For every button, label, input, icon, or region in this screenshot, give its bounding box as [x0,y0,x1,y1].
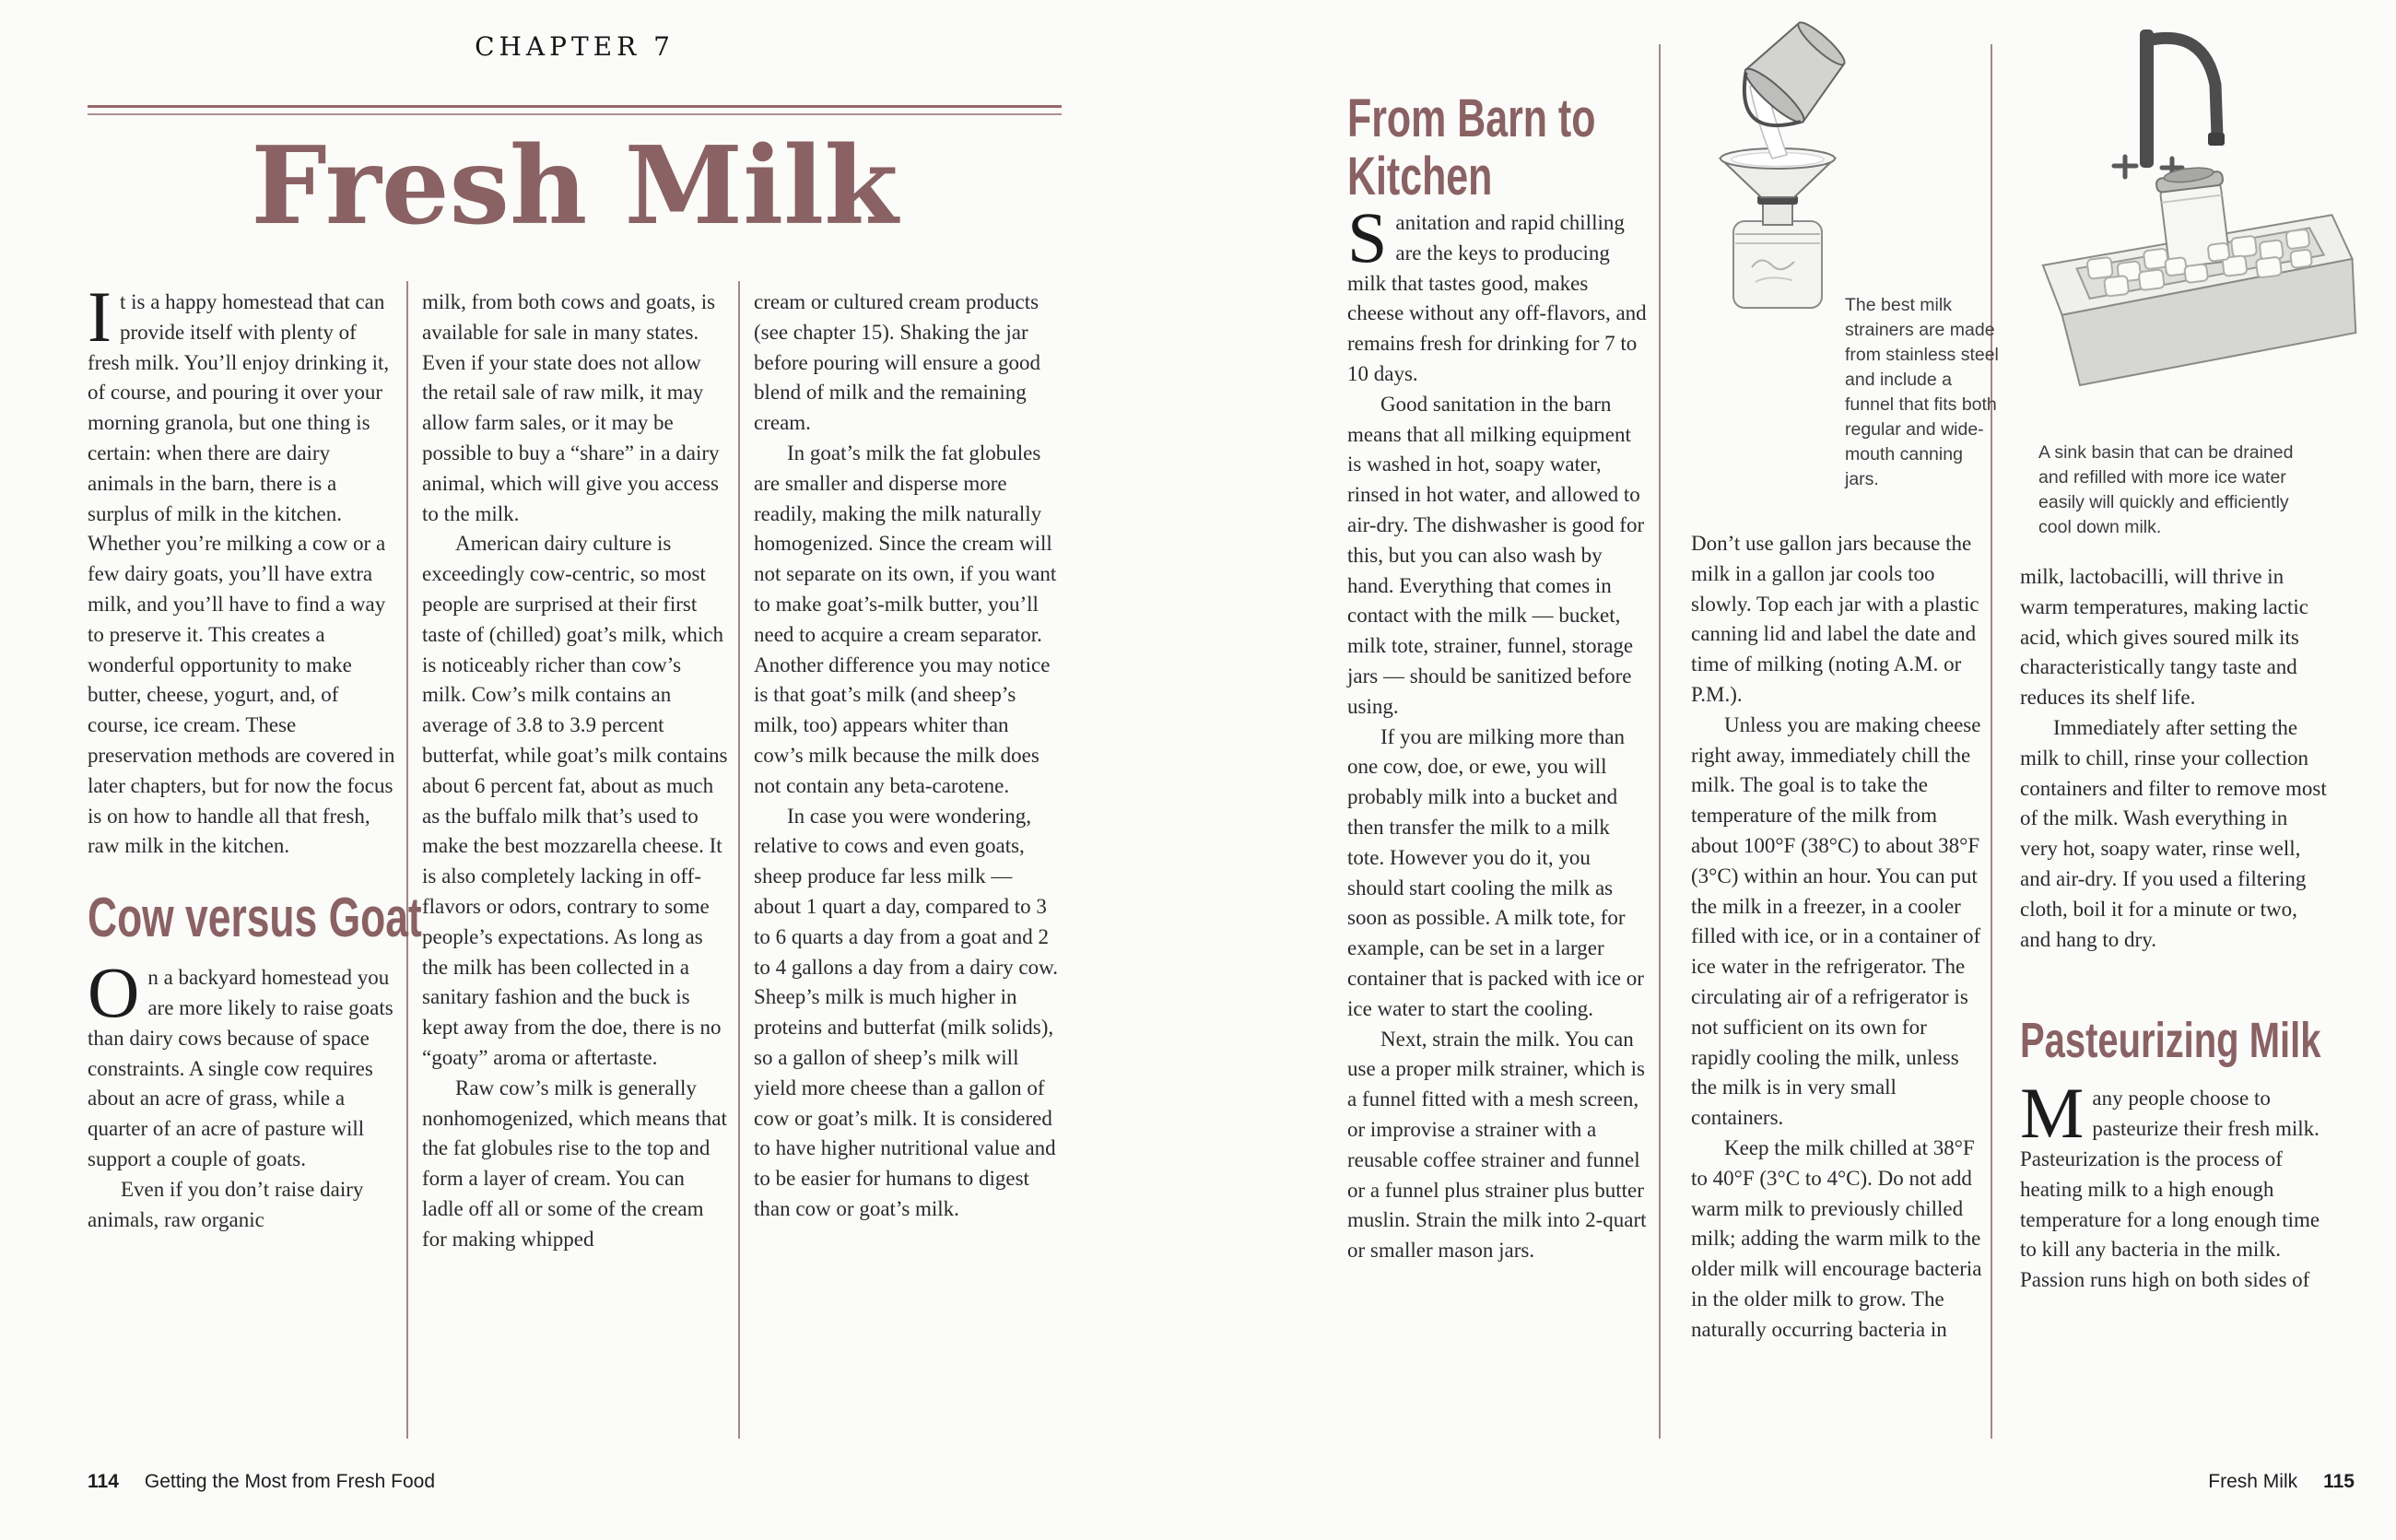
section-heading-pasteurizing-milk [2020,1014,2328,1067]
paragraph-text: Immediately after setting the milk to chill, rinse your collection containers and filter to remove most of the milk. Wash everything in very hot, soapy water, rinse well, and air-dry. If you used a filtering cloth, boil it for a minute or two, and hang to dry. [2020,715,2327,951]
paragraph [422,529,730,1073]
heading-text: Cow versus Goat [88,887,422,949]
column-rule [1659,44,1661,1439]
paragraph [1347,723,1647,1025]
left-column-1 [88,276,422,1235]
drop-cap: O [88,952,140,1033]
section-heading-cow-versus-goat [88,887,422,949]
paragraph [2020,1073,2328,1296]
paragraph [2020,562,2328,713]
paragraph [1347,197,1647,390]
ice-bath-sink-illustration [2033,28,2357,433]
paragraph [88,1175,395,1236]
paragraph-text: Raw cow’s milk is generally nonhomogenized, which means that the fat globules rise to the top and form a layer of cream. You can ladle off all or some of the cream for making whipped [422,1076,727,1251]
right-footer [2208,1471,2355,1493]
column-rule [738,281,740,1439]
paragraph-text: any people choose to pasteurize their fresh milk. Pasteurization is the process of heating milk to a high enough temperature for a long enough time to kill any bacteria in the milk. Passion runs high on both sides of [2020,1087,2320,1292]
paragraph [1691,711,1984,1134]
paragraph-text: American dairy culture is exceedingly cow-centric, so most people are surprised at their first taste of (chilled) goat’s milk, which is noticeably richer than cow’s milk. Cow’s milk contains an average of 3.8 to 3.9 percent butterfat, while goat’s milk contains about 6 percent fat, about as much as the buffalo milk that’s used to make the best mozzarella cheese. It is also completely lacking in off-flavors or odors, contrary to some people’s expectations. As long as the milk has been collected in a sanitary fashion and the buck is kept away from the doe, there is no “goaty” aroma or aftertaste. [422,532,728,1069]
paragraph [1347,1025,1647,1266]
paragraph [422,1074,730,1255]
paragraph-text: In case you were wondering, relative to cows and even goats, sheep produce far less milk — about 1 quart a day, compared to 3 to 6 quarts a day from a goat and 2 to 4 gallons a day from a dairy cow. Sheep’s milk is much higher in proteins and butterfat (milk solids), so a gallon of sheep’s milk will yield more cheese than a gallon of cow or goat’s milk. It is considered to have higher nutritional value and to be easier for humans to digest than cow or goat’s milk. [754,804,1058,1220]
drop-cap: S [1347,197,1388,277]
left-footer [88,1471,435,1493]
paragraph-text: Good sanitation in the barn means that all milking equipment is washed in hot, soapy water, rinsed in hot water, and allowed to air-dry. The dishwasher is good for this, but you can also wash by hand. Everything that comes in contact with the milk — bucket, milk tote, strainer, funnel, storage jars — should be sanitized before using. [1347,392,1645,718]
paragraph [88,952,395,1175]
paragraph-text: milk, lactobacilli, will thrive in warm temperatures, making lactic acid, which gives soured milk its characteristically tangy taste and reduces its shelf life. [2020,565,2308,710]
heading-text: Pasteurizing Milk [2020,1013,2321,1069]
paragraph-text: anitation and rapid chilling are the keys to producing milk that tastes good, makes cheese without any off-flavors, and remains fresh for drinking for 7 to 10 days. [1347,211,1647,385]
paragraph-text: milk, from both cows and goats, is available for sale in many states. Even if your state does not allow the retail sale of raw milk, it may allow farm sales, or it may be possible to buy a “share” in a dairy animal, which will give you access to the milk. [422,290,720,525]
page-number: 114 [88,1471,119,1492]
paragraph-text: Unless you are making cheese right away, immediately chill the milk. The goal is to take the temperature of the milk from about 100°F (38°C) to about 38°F (3°C) within an hour. You can put the milk in a freezer, in a cooler filled with ice, or in a container of ice water in the refrigerator. The circulating air of a refrigerator is not sufficient on its own for rapidly cooling the milk, unless the milk is in very small containers. [1691,712,1981,1130]
chapter-label: CHAPTER 7 [475,31,675,62]
paragraph [754,288,1062,439]
paragraph [1691,529,1984,711]
paragraph-text: Don’t use gallon jars because the milk in a gallon jar cools too slowly. Top each jar with a plastic canning lid and label the date and time of milking (noting A.M. or P.M.). [1691,532,1979,706]
right-column-2 [1691,529,1984,1346]
paragraph-text: cream or cultured cream products (see chapter 15). Shaking the jar before pouring will ensure a good blend of milk and the remaining cream. [754,290,1041,435]
section-heading-from-barn-to-kitchen: From Barn to Kitchen [1347,88,1596,206]
paragraph-text: Next, strain the milk. You can use a proper milk strainer, which is a funnel fitted with a mesh screen, or improvise a strainer with a reusable coffee strainer and funnel or a funnel plus strainer plus butter muslin. Strain the milk into 2-quart or smaller mason jars. [1347,1027,1647,1263]
page-number: 115 [2323,1471,2355,1492]
page-title: Fresh Milk [251,123,898,249]
paragraph-text: n a backyard homestead you are more likely to raise goats than dairy cows because of space constraints. A single cow requires about an acre of grass, while a quarter of an acre of pasture will support a couple of goats. [88,966,393,1170]
paragraph-text: Even if you don’t raise dairy animals, raw organic [88,1177,364,1231]
drop-cap: M [2020,1073,2085,1154]
paragraph [754,802,1062,1225]
strainer-caption: The best milk strainers are made from stainless steel and include a funnel that fits both regular and wide-mouth canning jars. [1845,295,1999,489]
paragraph [1347,390,1647,723]
sink-caption: A sink basin that can be drained and refilled with more ice water easily will quickly and efficiently cool down milk. [2038,442,2294,537]
paragraph-text: Keep the milk chilled at 38°F to 40°F (3°C to 4°C). Do not add warm milk to previously chilled milk; adding the warm milk to the older milk will encourage bacteria in the older milk to grow. The naturally occurring bacteria in [1691,1135,1982,1341]
paragraph-text: t is a happy homestead that can provide itself with plenty of fresh milk. You’ll enjoy drinking it, of course, and pouring it over your morning granola, but one thing is certain: when there are dairy animals in the barn, there is a surplus of milk in the kitchen. Whether you’re milking a cow or a few dairy goats, you’ll have extra milk, and you’ll have to find a way to preserve it. This creates a wonderful opportunity to make butter, cheese, yogurt, and, of course, ice cream. These preservation methods are covered in later chapters, but for now the focus is on how to handle all that fresh, raw milk in the kitchen. [88,290,395,858]
milk-strainer-illustration [1698,20,1857,313]
right-column-3 [2020,562,2328,1296]
paragraph [2020,713,2328,955]
drop-cap: I [88,276,112,357]
left-column-3 [754,288,1062,1225]
right-column-1 [1347,197,1647,1266]
paragraph [422,288,730,529]
column-rule [406,281,408,1439]
paragraph [754,439,1062,802]
running-footer-text: Fresh Milk [2208,1471,2298,1492]
paragraph [88,276,395,862]
left-column-2 [422,288,730,1255]
paragraph [1691,1134,1984,1346]
running-footer-text: Getting the Most from Fresh Food [144,1471,436,1492]
paragraph-text: If you are milking more than one cow, doe, or ewe, you will probably milk into a bucket and then transfer the milk to a milk tote. However you do it, you should start cooling the milk as soon as possible. A milk tote, for example, can be set in a larger container that is packed with ice or ice water to start the cooling. [1347,724,1644,1020]
paragraph-text: In goat’s milk the fat globules are smaller and disperse more readily, making the milk naturally homogenized. Since the cream will not separate on its own, if you want to make goat’s-milk butter, you’ll need to acquire a cream separator. Another difference you may notice is that goat’s milk (and sheep’s milk, too) appears whiter than cow’s milk because the milk does not contain any beta-carotene. [754,441,1057,797]
column-rule [1991,44,1992,1439]
